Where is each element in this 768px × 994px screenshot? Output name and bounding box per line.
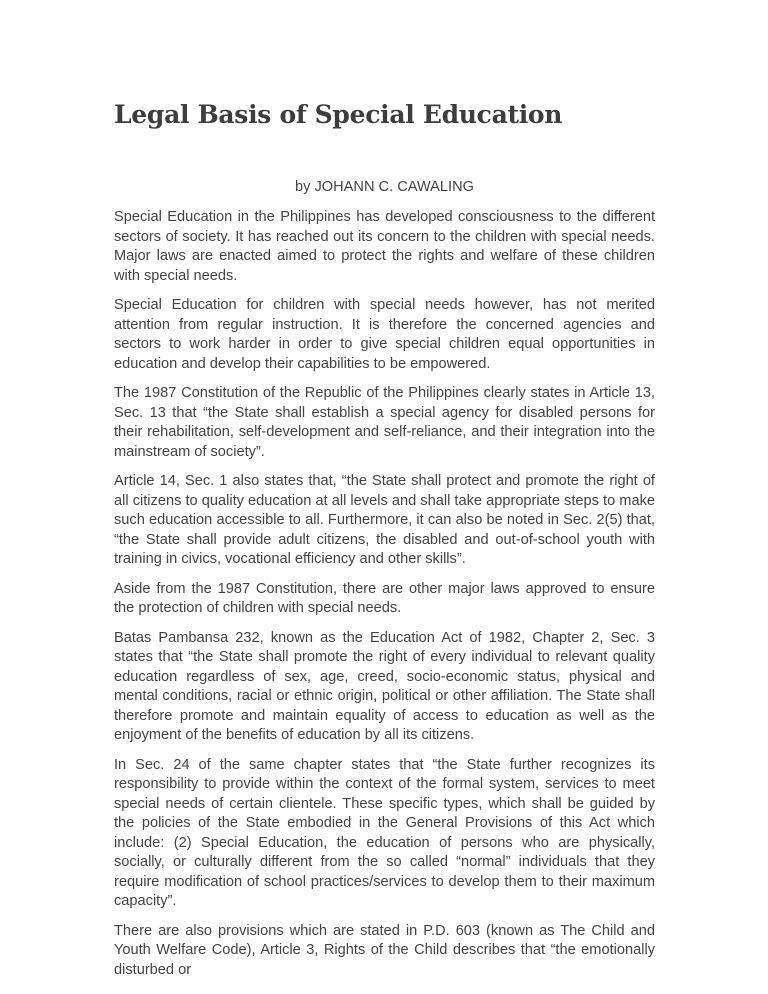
- paragraph: Batas Pambansa 232, known as the Education Act of 1982, Chapter 2, Sec. 3 states that “the State shall promote the right of every individual to relevant quality education regardless of sex, age, creed, socio-economic status, physical and mental conditions, racial or ethnic origin, political or other affiliation. The State shall therefore promote and maintain equality of access to education as well as the enjoyment of the benefits of education by all its citizens.: [114, 629, 655, 743]
- document-title: Legal Basis of Special Education: [114, 100, 563, 129]
- author-byline: by JOHANN C. CAWALING: [295, 179, 474, 195]
- paragraph: In Sec. 24 of the same chapter states that “the State further recognizes its responsibility to provide within the context of the formal system, services to meet special needs of certain clientele. These specific types, which shall be guided by the policies of the State embodied in the General Provisions of this Act which include: (2) Special Education, the education of persons who are physically, socially, or culturally different from the so called “normal” individuals that they require modification of school practices/services to develop them to their maximum capacity”.: [114, 756, 655, 909]
- paragraph: Special Education for children with special needs however, has not merited attention from regular instruction. It is therefore the concerned agencies and sectors to work harder in order to give special children equal opportunities in education and develop their capabilities to be empowered.: [114, 297, 655, 372]
- paragraph: Special Education in the Philippines has developed consciousness to the different sectors of society. It has reached out its concern to the children with special needs. Major laws are enacted aimed to protect the rights and welfare of these children with special needs.: [114, 209, 655, 284]
- paragraph: Article 14, Sec. 1 also states that, “the State shall protect and promote the right of all citizens to quality education at all levels and shall take appropriate steps to make such education accessible to all. Furthermore, it can also be noted in Sec. 2(5) that, “the State shall provide adult citizens, the disabled and out-of-school youth with training in civics, vocational efficiency and other skills”.: [114, 473, 655, 567]
- paragraph: There are also provisions which are stated in P.D. 603 (known as The Child and Youth Welfare Code), Article 3, Rights of the Child describes that “the emotionally disturbed or: [114, 922, 655, 978]
- paragraph: Aside from the 1987 Constitution, there are other major laws approved to ensure the protection of children with special needs.: [114, 580, 655, 616]
- document-body: [114, 208, 655, 990]
- paragraph: The 1987 Constitution of the Republic of the Philippines clearly states in Article 13, Sec. 13 that “the State shall establish a special agency for disabled persons for their rehabilitation, self-development and self-reliance, and their integration into the mainstream of society”.: [114, 385, 655, 460]
